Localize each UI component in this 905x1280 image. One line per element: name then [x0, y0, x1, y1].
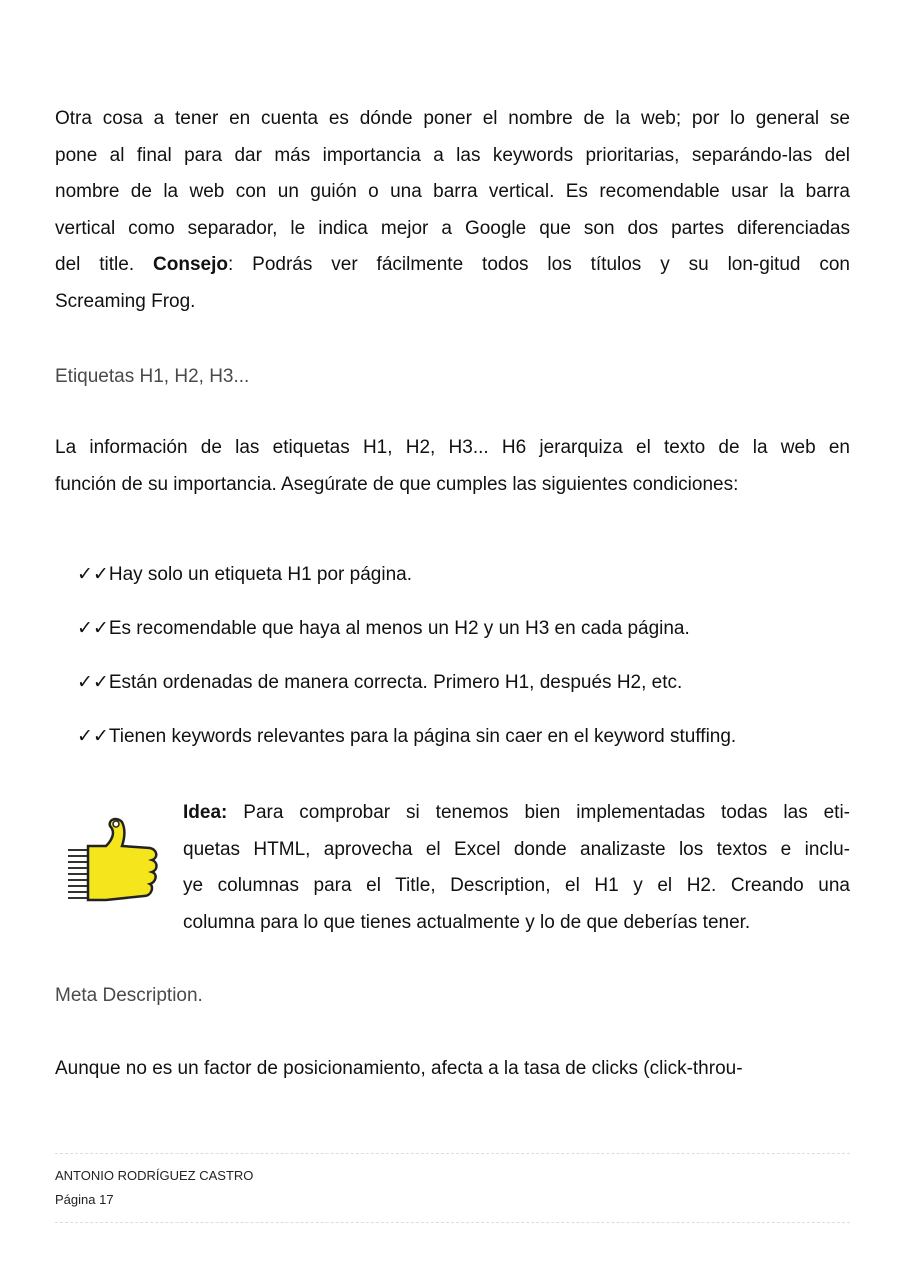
- paragraph-headings-info: [55, 430, 850, 503]
- text-line: vertical como separador, le indica mejor a Google que son dos partes diferenciadas: [55, 217, 850, 239]
- text-line: La información de las etiquetas H1, H2, H3... H6 jerarquiza el texto de la web en: [55, 437, 850, 458]
- paragraph-meta-description: Aunque no es un factor de posicionamiento, afecta a la tasa de clicks (click-throu-: [55, 1058, 743, 1079]
- tip-label: Consejo: [153, 254, 228, 276]
- text-line: nombre de la web con un guión o una barra vertical. Es recomendable usar la barra: [55, 181, 850, 203]
- section-heading-etiquetas: Etiquetas H1, H2, H3...: [55, 366, 250, 387]
- footer-divider: [55, 1153, 850, 1154]
- idea-label: Idea:: [183, 802, 228, 823]
- text: : Podrás ver fácilmente todos los títulos y su lon-gitud con: [227, 254, 850, 276]
- idea-callout: [183, 795, 850, 941]
- text-line: Otra cosa a tener en cuenta es dónde poner el nombre de la web; por lo general se: [55, 108, 850, 129]
- checklist-text: Están ordenadas de manera correcta. Primero H1, después H2, etc.: [108, 672, 683, 693]
- paragraph-title-placement: [55, 101, 850, 321]
- text-line: [183, 795, 850, 832]
- checklist-text: Tienen keywords relevantes para la página sin caer en el keyword stuffing.: [108, 726, 737, 747]
- check-icon: ✓✓: [77, 672, 109, 693]
- checklist-item: [77, 617, 690, 641]
- checklist-item: [77, 725, 736, 749]
- text: Para comprobar si tenemos bien implementadas todas las eti-: [227, 802, 850, 823]
- checklist-text: Hay solo un etiqueta H1 por página.: [108, 564, 412, 585]
- text-line: [55, 247, 850, 284]
- footer-page-number: Página 17: [55, 1192, 114, 1207]
- footer-author: ANTONIO RODRÍGUEZ CASTRO: [55, 1168, 254, 1183]
- checklist-item: [77, 671, 682, 695]
- check-icon: ✓✓: [77, 726, 109, 747]
- text-line: pone al final para dar más importancia a las keywords prioritarias, separándo-las del: [55, 144, 850, 166]
- text-line: columna para lo que tienes actualmente y lo de que deberías tener.: [183, 911, 751, 933]
- text: del title.: [55, 254, 154, 276]
- text-line: Screaming Frog.: [55, 290, 196, 312]
- text-line: quetas HTML, aprovecha el Excel donde analizaste los textos e inclu-: [183, 838, 850, 860]
- checklist-item: [77, 563, 412, 587]
- thumbs-up-icon: [66, 816, 161, 904]
- checklist-text: Es recomendable que haya al menos un H2 y un H3 en cada página.: [108, 618, 690, 639]
- text-line: ye columnas para el Title, Description, el H1 y el H2. Creando una: [183, 875, 850, 897]
- text-line: función de su importancia. Asegúrate de que cumples las siguientes condiciones:: [55, 473, 739, 495]
- section-heading-meta-description: Meta Description.: [55, 985, 203, 1006]
- footer-divider: [55, 1222, 850, 1223]
- check-icon: ✓✓: [77, 618, 109, 639]
- check-icon: ✓✓: [77, 564, 109, 585]
